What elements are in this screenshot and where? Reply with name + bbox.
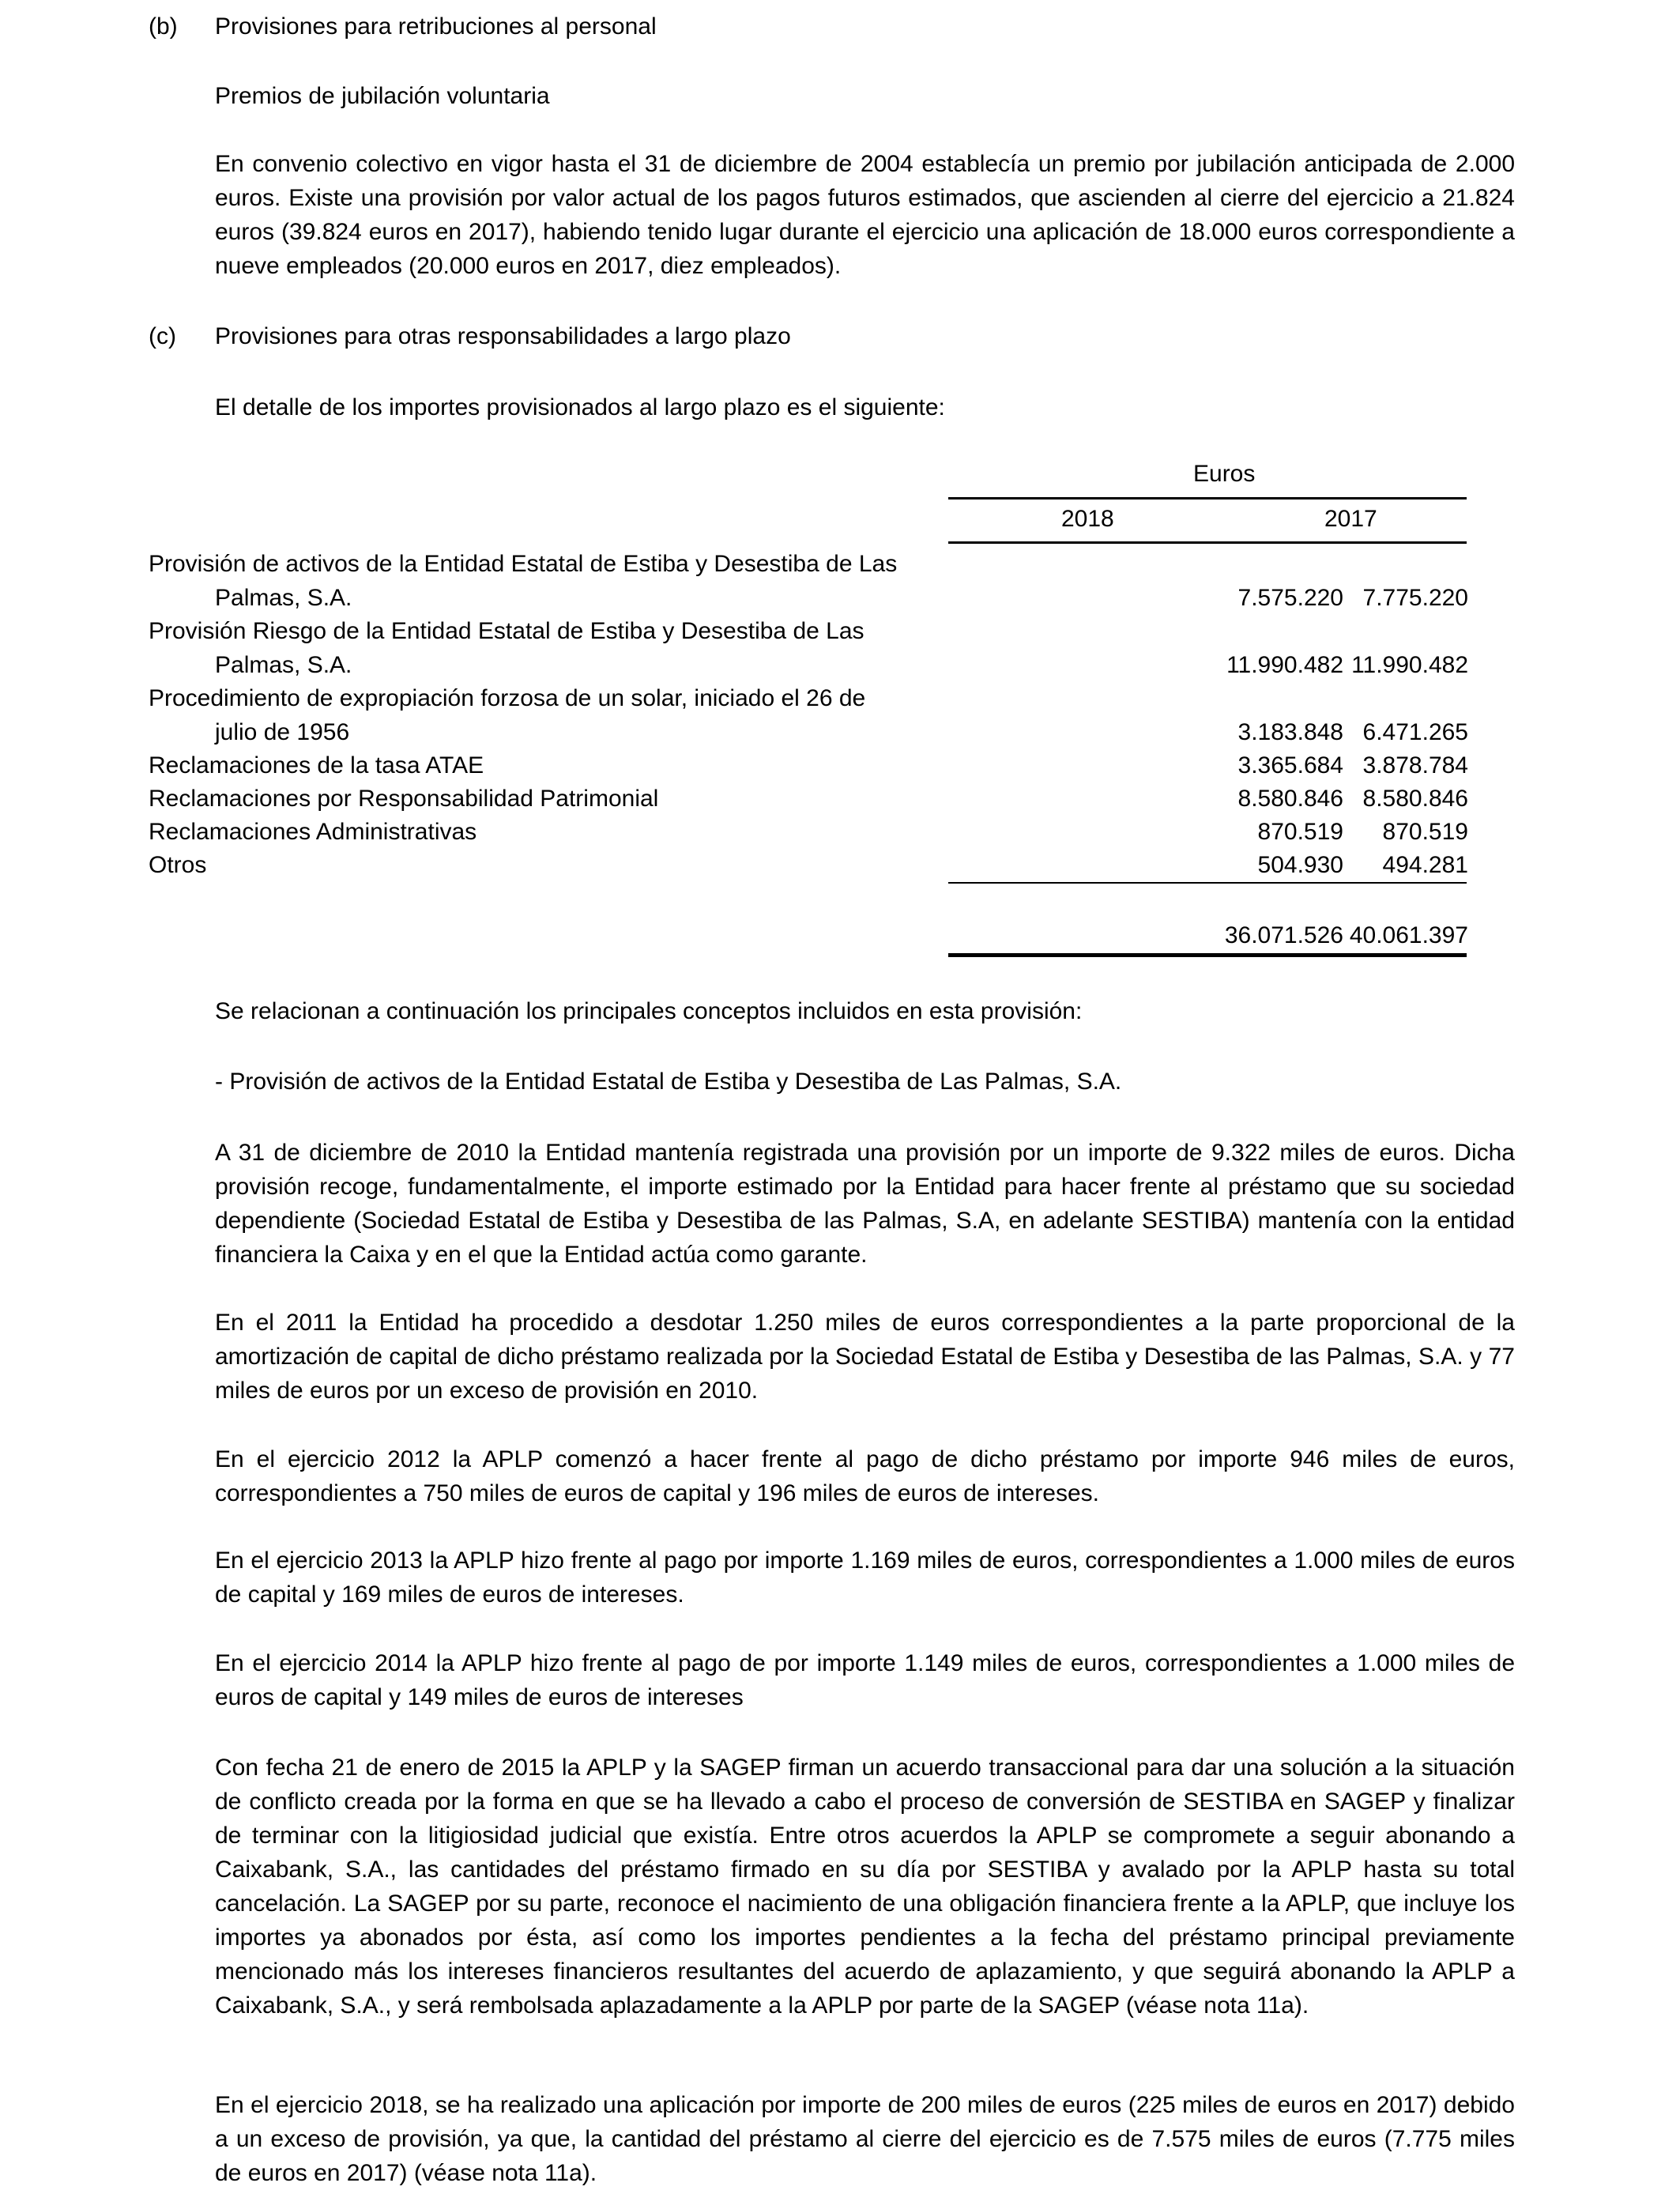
table-cell-2017: 7.775.220 (1362, 585, 1468, 611)
section-b-subtitle: Premios de jubilación voluntaria (215, 83, 550, 109)
table-row-description-cont: julio de 1956 (215, 719, 350, 745)
section-b-paragraph: En convenio colectivo en vigor hasta el 31 de diciembre de 2004 establecía un premio por jubilación anticipada de 2.000 euros. Existe una provisión por valor actual de los pagos futuros estimados, que ascienden al cierre del ejercicio a 21.824 euros (39.824 euros en 2017), habiendo tenido lugar durante el ejercicio una aplicación de 18.000 euros correspondiente a nueve empleados (20.000 euros en 2017, diez empleados). (215, 151, 1515, 279)
table-row-description: Reclamaciones Administrativas (149, 819, 477, 845)
paragraph-2013-payment: En el ejercicio 2013 la APLP hizo frente al pago por importe 1.169 miles de euros, correspondientes a 1.000 miles de euros de capital y 169 miles de euros de intereses. (215, 1547, 1515, 1608)
table-cell-2017: 11.990.482 (1351, 652, 1468, 678)
subtotal-rule (948, 882, 1467, 884)
table-row-description: Procedimiento de expropiación forzosa de un solar, iniciado el 26 de (149, 685, 866, 711)
table-row-description: Reclamaciones por Responsabilidad Patrimonial (149, 786, 659, 812)
table-cell-2017: 870.519 (1382, 819, 1468, 845)
table-row-description: Reclamaciones de la tasa ATAE (149, 752, 484, 778)
table-cell-2018: 8.580.846 (1237, 786, 1343, 812)
table-row-description-cont: Palmas, S.A. (215, 585, 352, 611)
table-row-description-cont: Palmas, S.A. (215, 652, 352, 678)
section-b-title: Provisiones para retribuciones al personal (215, 13, 657, 40)
table-cell-2018: 7.575.220 (1237, 585, 1343, 611)
paragraph-2015-agreement: Con fecha 21 de enero de 2015 la APLP y la SAGEP firman un acuerdo transaccional para dar una solución a la situación de conflicto creada por la forma en que se ha llevado a cabo el proceso de conversión de SESTIBA en SAGEP y finalizar de terminar con la litigiosidad judicial que existía. Entre otros acuerdos la APLP se compromete a seguir abonando a Caixabank, S.A., las cantidades del préstamo firmado en su día por SESTIBA y avalado por la APLP hasta su total cancelación. La SAGEP por su parte, reconoce el nacimiento de una obligación financiera frente a la APLP, que incluye los importes ya abonados por ésta, así como los importes pendientes a la fecha del préstamo principal previamente mencionado más los intereses financieros resultantes del acuerdo de aplazamiento, y que seguirá abonando la APLP a Caixabank, S.A., y será rembolsada aplazadamente a la APLP por parte de la SAGEP (véase nota 11a). (215, 1755, 1515, 2019)
total-double-rule (948, 953, 1467, 957)
table-cell-2018: 3.365.684 (1237, 752, 1343, 778)
total-2018: 36.071.526 (1224, 922, 1343, 948)
table-row-description: Otros (149, 852, 207, 878)
table-cell-2017: 6.471.265 (1362, 719, 1468, 745)
paragraph-2011-desdotacion: En el 2011 la Entidad ha procedido a desdotar 1.250 miles de euros correspondientes a la parte proporcional de la amortización de capital de dicho préstamo realizada por la Sociedad Estatal de Estiba y Desestiba de las Palmas, S.A. y 77 miles de euros por un exceso de provisión en 2010. (215, 1310, 1515, 1404)
paragraph-2018-application: En el ejercicio 2018, se ha realizado una aplicación por importe de 200 miles de euros (225 miles de euros en 2017) debido a un exceso de provisión, ya que, la cantidad del préstamo al cierre del ejercicio es de 7.575 miles de euros (7.775 miles de euros en 2017) (véase nota 11a). (215, 2092, 1515, 2186)
table-cell-2018: 11.990.482 (1226, 652, 1343, 678)
section-b-label: (b) (149, 13, 178, 40)
section-c-intro: El detalle de los importes provisionados al largo plazo es el siguiente: (215, 394, 945, 420)
table-row-description: Provisión de activos de la Entidad Estatal de Estiba y Desestiba de Las (149, 551, 898, 577)
total-2017: 40.061.397 (1349, 922, 1468, 948)
table-cell-2018: 504.930 (1257, 852, 1343, 878)
table-row-description: Provisión Riesgo de la Entidad Estatal de Estiba y Desestiba de Las (149, 618, 864, 644)
currency-header: Euros (1193, 461, 1256, 487)
table-cell-2018: 870.519 (1257, 819, 1343, 845)
section-c-title: Provisiones para otras responsabilidades a largo plazo (215, 323, 791, 349)
paragraph-2014-payment: En el ejercicio 2014 la APLP hizo frente al pago de por importe 1.149 miles de euros, correspondientes a 1.000 miles de euros de capital y 149 miles de euros de intereses (215, 1650, 1515, 1710)
year-2017-header: 2017 (1324, 506, 1377, 532)
header-rule-bottom (948, 541, 1467, 544)
year-2018-header: 2018 (1061, 506, 1114, 532)
paragraph-2012-payment: En el ejercicio 2012 la APLP comenzó a hacer frente al pago de dicho préstamo por importe 946 miles de euros, correspondientes a 750 miles de euros de capital y 196 miles de euros de intereses. (215, 1446, 1515, 1506)
table-cell-2018: 3.183.848 (1237, 719, 1343, 745)
paragraph-2010-provision: A 31 de diciembre de 2010 la Entidad mantenía registrada una provisión por un importe de 9.322 miles de euros. Dicha provisión recoge, fundamentalmente, el importe estimado por la Entidad para hacer frente al préstamo que su sociedad dependiente (Sociedad Estatal de Estiba y Desestiba de las Palmas, S.A, en adelante SESTIBA) mantenía con la entidad financiera la Caixa y en el que la Entidad actúa como garante. (215, 1140, 1515, 1268)
concepts-intro: Se relacionan a continuación los principales conceptos incluidos en esta provisión: (215, 998, 1083, 1024)
concept-heading: - Provisión de activos de la Entidad Estatal de Estiba y Desestiba de Las Palmas, S.A. (215, 1069, 1122, 1095)
section-c-label: (c) (149, 323, 176, 349)
table-cell-2017: 494.281 (1382, 852, 1468, 878)
table-cell-2017: 3.878.784 (1362, 752, 1468, 778)
header-rule-top (948, 497, 1467, 499)
table-cell-2017: 8.580.846 (1362, 786, 1468, 812)
